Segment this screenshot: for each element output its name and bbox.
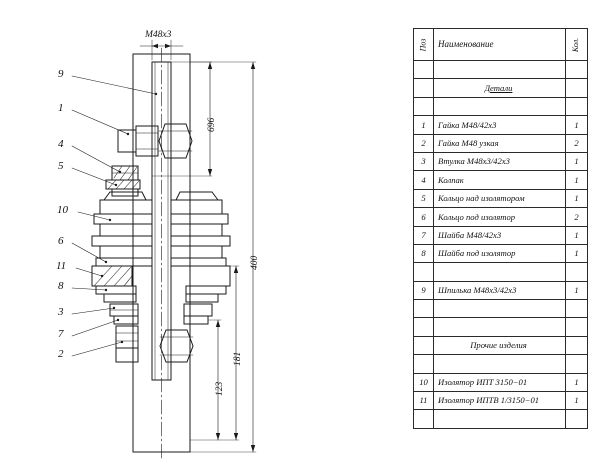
table-row — [414, 116, 588, 134]
column-header-qty-text: Кол. — [571, 37, 581, 52]
leader-label-5: 5 — [58, 160, 64, 172]
dimension-123: 123 — [215, 381, 225, 396]
cell-name: Кольцо под изолятор — [434, 208, 566, 226]
cell-qty: 1 — [566, 189, 588, 207]
leader-label-2: 2 — [58, 348, 64, 360]
cell-pos: 6 — [414, 208, 434, 226]
leader-label-4: 4 — [58, 138, 64, 150]
dimension-696: 696 — [207, 117, 217, 132]
cell-pos: 8 — [414, 244, 434, 262]
cell-qty — [566, 97, 588, 115]
cell-qty: 1 — [566, 152, 588, 170]
cell-qty — [566, 61, 588, 79]
cell-name: Гайка М48 узкая — [434, 134, 566, 152]
table-row — [414, 300, 588, 318]
cell-pos: 3 — [414, 152, 434, 170]
cell-pos: 2 — [414, 134, 434, 152]
cell-pos: 11 — [414, 392, 434, 410]
cell-qty: 1 — [566, 226, 588, 244]
cell-name: Прочие изделия — [434, 336, 566, 354]
cell-qty: 1 — [566, 244, 588, 262]
cell-pos — [414, 61, 434, 79]
table-row — [414, 61, 588, 79]
cell-pos — [414, 410, 434, 428]
cell-pos — [414, 300, 434, 318]
cell-name — [434, 300, 566, 318]
table-row-section — [414, 336, 588, 354]
cell-pos: 5 — [414, 189, 434, 207]
cell-qty — [566, 300, 588, 318]
cell-pos — [414, 79, 434, 97]
cell-name: Шайба М48/42х3 — [434, 226, 566, 244]
cell-name: Колпак — [434, 171, 566, 189]
cell-qty: 1 — [566, 392, 588, 410]
cell-name: Шайба под изолятор — [434, 244, 566, 262]
cell-pos — [414, 97, 434, 115]
cell-name — [434, 318, 566, 336]
table-row — [414, 392, 588, 410]
cell-pos: 4 — [414, 171, 434, 189]
table-row — [414, 171, 588, 189]
cell-pos — [414, 318, 434, 336]
cell-name — [434, 61, 566, 79]
cell-qty — [566, 336, 588, 354]
cell-qty — [566, 410, 588, 428]
cell-name: Изолятор ИПТ 3150−01 — [434, 373, 566, 391]
cell-qty: 2 — [566, 208, 588, 226]
leader-label-1: 1 — [58, 102, 64, 114]
cell-qty: 1 — [566, 116, 588, 134]
table-row — [414, 97, 588, 115]
cell-qty: 1 — [566, 373, 588, 391]
table-row — [414, 134, 588, 152]
cell-qty — [566, 263, 588, 281]
cell-name: Гайка М48/42х3 — [434, 116, 566, 134]
cell-qty: 1 — [566, 171, 588, 189]
leader-label-10: 10 — [57, 204, 68, 216]
cell-qty: 1 — [566, 281, 588, 299]
table-row — [414, 373, 588, 391]
column-header-qty — [566, 29, 588, 61]
leader-label-3: 3 — [58, 306, 64, 318]
cell-name — [434, 97, 566, 115]
leader-label-7: 7 — [58, 328, 64, 340]
cell-name — [434, 263, 566, 281]
table-row — [414, 189, 588, 207]
column-header-pos-text: Поз — [418, 38, 428, 51]
cell-qty — [566, 318, 588, 336]
column-header-pos — [414, 29, 434, 61]
thread-dimension-label: M48x3 — [145, 30, 172, 40]
table-row — [414, 410, 588, 428]
leader-label-8: 8 — [58, 280, 64, 292]
leader-label-9: 9 — [58, 68, 64, 80]
leader-label-11: 11 — [56, 260, 67, 272]
cell-pos: 9 — [414, 281, 434, 299]
cell-pos — [414, 336, 434, 354]
cell-name — [434, 410, 566, 428]
cell-pos: 7 — [414, 226, 434, 244]
cell-name: Изолятор ИПТВ 1/3150−01 — [434, 392, 566, 410]
specification-table — [413, 28, 588, 429]
table-row — [414, 281, 588, 299]
leader-label-6: 6 — [58, 235, 64, 247]
dimension-181: 181 — [233, 351, 243, 366]
table-row — [414, 244, 588, 262]
cell-name: Кольцо над изолятором — [434, 189, 566, 207]
column-header-name: Наименование — [434, 29, 566, 61]
cell-pos: 10 — [414, 373, 434, 391]
cell-name: Втулка М48х3/42х3 — [434, 152, 566, 170]
dimension-400: 400 — [250, 255, 260, 270]
table-row — [414, 318, 588, 336]
table-header-row — [414, 29, 588, 61]
table-row — [414, 208, 588, 226]
cell-name — [434, 355, 566, 373]
table-row — [414, 152, 588, 170]
table-row — [414, 263, 588, 281]
cell-qty — [566, 79, 588, 97]
table-row — [414, 355, 588, 373]
cell-qty — [566, 355, 588, 373]
cell-qty: 2 — [566, 134, 588, 152]
cell-name: Детали — [434, 79, 566, 97]
table-row-section — [414, 79, 588, 97]
table-row — [414, 226, 588, 244]
cell-pos — [414, 263, 434, 281]
cell-name: Шпилька М48х3/42х3 — [434, 281, 566, 299]
cell-pos: 1 — [414, 116, 434, 134]
cell-pos — [414, 355, 434, 373]
